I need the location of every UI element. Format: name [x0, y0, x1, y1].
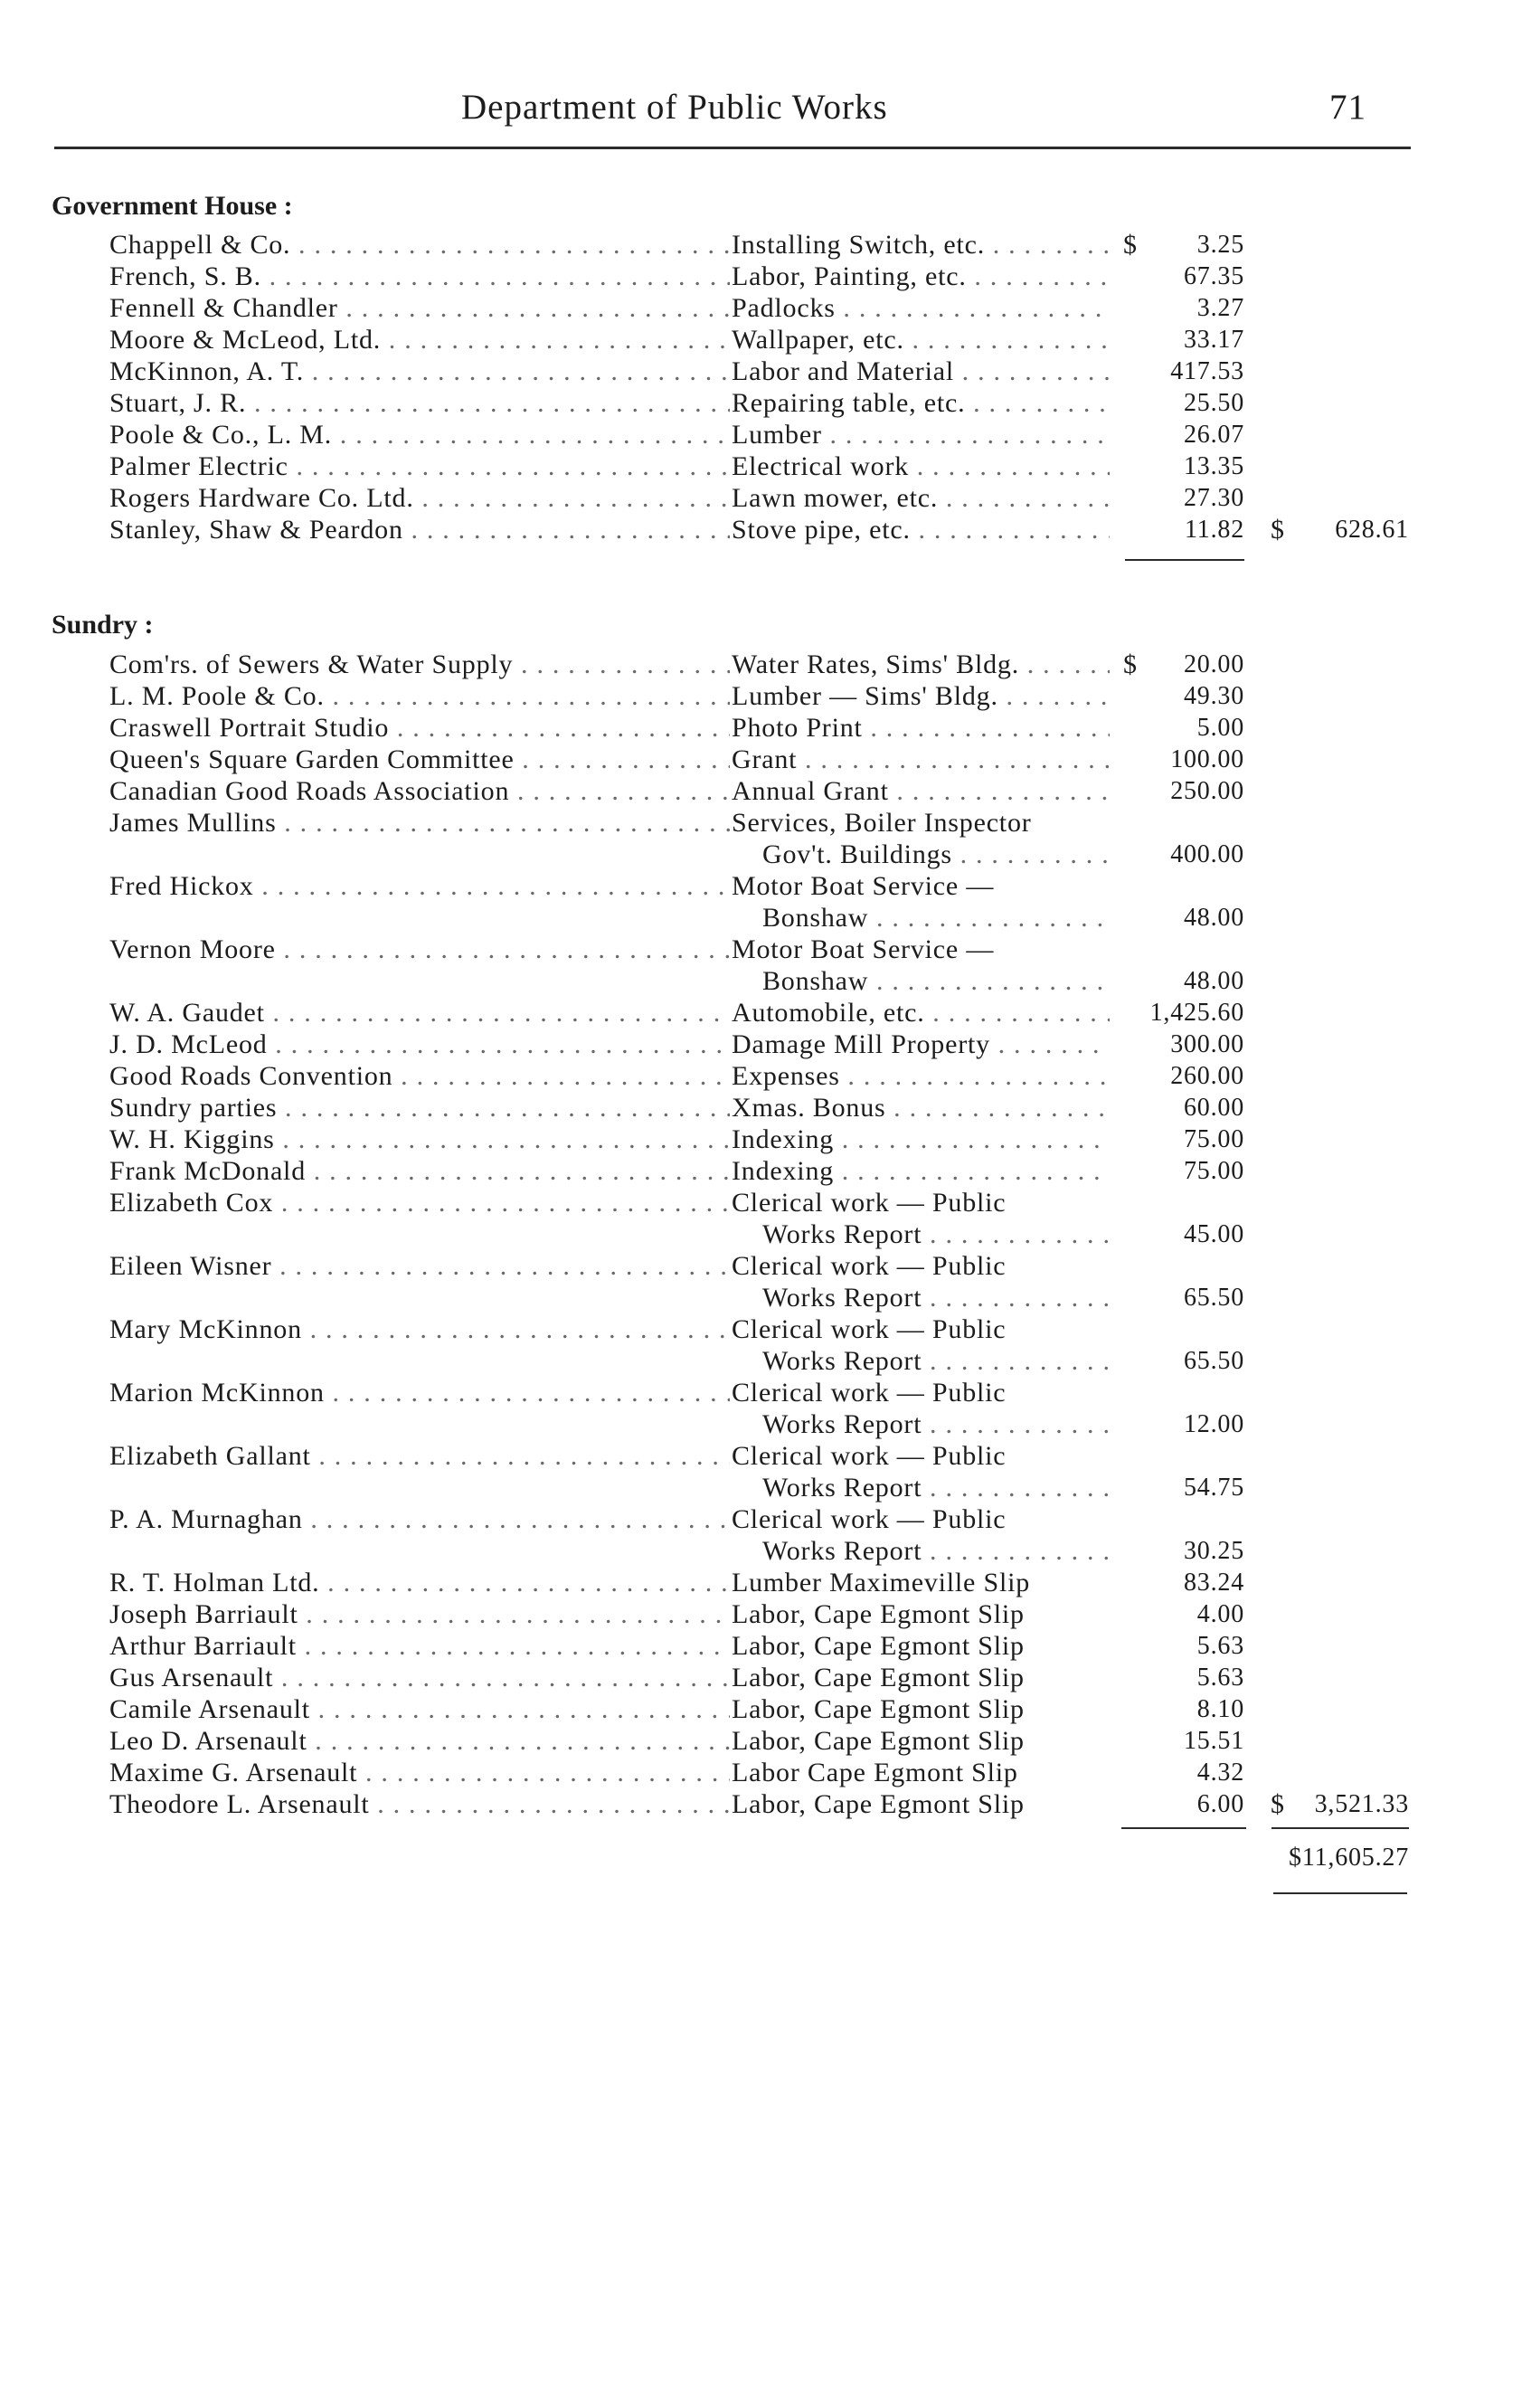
table-row	[0, 712, 1522, 744]
subtotal-rule	[1121, 1827, 1246, 1829]
amount: 100.00	[1170, 745, 1244, 773]
payee: Camile Arsenault . . .	[109, 1693, 730, 1725]
description: Labor, Cape Egmont Slip	[732, 1694, 1025, 1724]
description: Labor, Cape Egmont Slip	[732, 1726, 1025, 1756]
payee: James Mullins . . .	[109, 807, 730, 839]
payee: Gus Arsenault . . .	[109, 1662, 730, 1693]
amount: 45.00	[1184, 1220, 1244, 1248]
payee: Com'rs. of Sewers & Water Supply . . .	[109, 649, 730, 680]
amount: 3.25	[1196, 231, 1244, 259]
description-continued: Works Report . . .	[762, 1282, 1110, 1313]
currency-sign: $	[1123, 649, 1138, 679]
section-title-government-house: Government House :	[52, 191, 293, 221]
payee: Maxime G. Arsenault . . .	[109, 1757, 730, 1788]
description-continued: Works Report . . .	[762, 1218, 1110, 1250]
table-row	[0, 1630, 1522, 1662]
table-row	[0, 324, 1522, 356]
table-row	[0, 1250, 1522, 1313]
description: Clerical work — Public	[732, 1188, 1007, 1218]
payee: W. H. Kiggins . . .	[109, 1123, 730, 1155]
page-number: 71	[1329, 88, 1366, 127]
table-row	[0, 1377, 1522, 1440]
description: Motor Boat Service —	[732, 934, 995, 964]
table-row	[0, 1598, 1522, 1630]
description-continued: Gov't. Buildings . . .	[762, 839, 1110, 870]
description: Indexing . . .	[732, 1155, 1110, 1187]
payee: McKinnon, A. T. . . .	[109, 356, 730, 387]
payee: Stanley, Shaw & Peardon . . .	[109, 514, 730, 545]
description: Installing Switch, etc. . . .	[732, 229, 1110, 261]
description: Labor and Material . . .	[732, 356, 1110, 387]
payee: Leo D. Arsenault . . .	[109, 1725, 730, 1757]
description-continued: Works Report . . .	[762, 1535, 1110, 1567]
payee: Elizabeth Cox . . .	[109, 1187, 730, 1218]
amount: 83.24	[1184, 1569, 1244, 1597]
description: Services, Boiler Inspector	[732, 808, 1032, 838]
payee: Vernon Moore . . .	[109, 934, 730, 965]
table-row	[0, 807, 1522, 870]
table-row	[0, 1029, 1522, 1060]
amount: 54.75	[1184, 1474, 1244, 1502]
description: Water Rates, Sims' Bldg. . . .	[732, 649, 1110, 680]
section-title-sundry: Sundry :	[52, 610, 154, 640]
amount: 11.82	[1185, 516, 1244, 544]
amount: 48.00	[1184, 967, 1244, 995]
payee: Joseph Barriault . . .	[109, 1598, 730, 1630]
table-row	[0, 1060, 1522, 1092]
total-currency-sign: $	[1271, 1789, 1285, 1819]
description-continued: Works Report . . .	[762, 1408, 1110, 1440]
amount: 20.00	[1184, 650, 1244, 678]
table-row	[0, 229, 1522, 261]
description-continued: Works Report . . .	[762, 1472, 1110, 1503]
amount: 417.53	[1170, 357, 1244, 385]
amount: 4.32	[1196, 1759, 1244, 1787]
description: Wallpaper, etc. . . .	[732, 324, 1110, 356]
table-row	[0, 450, 1522, 482]
description: Clerical work — Public	[732, 1441, 1007, 1471]
description: Annual Grant . . .	[732, 775, 1110, 807]
payee: Elizabeth Gallant . . .	[109, 1440, 730, 1472]
table-row	[0, 1155, 1522, 1187]
description: Labor, Cape Egmont Slip	[732, 1663, 1025, 1692]
table-row	[0, 680, 1522, 712]
subtotal-rule	[1125, 559, 1244, 561]
description: Repairing table, etc. . . .	[732, 387, 1110, 419]
description: Padlocks . . .	[732, 292, 1110, 324]
amount: 250.00	[1170, 777, 1244, 805]
table-row	[0, 744, 1522, 775]
payee: P. A. Murnaghan . . .	[109, 1503, 730, 1535]
amount: 75.00	[1184, 1125, 1244, 1153]
amount: 60.00	[1184, 1094, 1244, 1122]
table-row	[0, 1440, 1522, 1503]
payee: Mary McKinnon . . .	[109, 1313, 730, 1345]
table-row	[0, 419, 1522, 450]
amount: 48.00	[1184, 904, 1244, 932]
section-total: 3,521.33	[1314, 1790, 1409, 1818]
table-row	[0, 1092, 1522, 1123]
amount: 67.35	[1184, 262, 1244, 290]
description-continued: Bonshaw . . .	[762, 965, 1110, 997]
payee: Marion McKinnon . . .	[109, 1377, 730, 1408]
table-row	[0, 482, 1522, 514]
payee: Chappell & Co. . . .	[109, 229, 730, 261]
total-currency-sign: $	[1271, 515, 1285, 545]
total-rule	[1271, 1827, 1409, 1829]
table-row	[0, 1503, 1522, 1567]
payee: Canadian Good Roads Association . . .	[109, 775, 730, 807]
description: Clerical work — Public	[732, 1378, 1007, 1408]
amount: 15.51	[1184, 1727, 1244, 1755]
amount: 5.00	[1196, 714, 1244, 742]
description: Damage Mill Property . . .	[732, 1029, 1110, 1060]
amount: 4.00	[1196, 1600, 1244, 1628]
description: Automobile, etc. . . .	[732, 997, 1110, 1029]
payee: Poole & Co., L. M. . . .	[109, 419, 730, 450]
amount: 65.50	[1184, 1347, 1244, 1375]
table-row	[0, 1123, 1522, 1155]
description: Expenses . . .	[732, 1060, 1110, 1092]
payee: J. D. McLeod . . .	[109, 1029, 730, 1060]
table-row	[0, 1693, 1522, 1725]
payee: Stuart, J. R. . . .	[109, 387, 730, 419]
payee: Arthur Barriault . . .	[109, 1630, 730, 1662]
table-row	[0, 292, 1522, 324]
payee: R. T. Holman Ltd. . . .	[109, 1567, 730, 1598]
amount: 5.63	[1196, 1664, 1244, 1692]
payee: Moore & McLeod, Ltd. . . .	[109, 324, 730, 356]
description: Motor Boat Service —	[732, 871, 995, 901]
payee: Fred Hickox . . .	[109, 870, 730, 902]
table-row	[0, 934, 1522, 997]
payee: Craswell Portrait Studio . . .	[109, 712, 730, 744]
description: Lumber . . .	[732, 419, 1110, 450]
table-row	[0, 1567, 1522, 1598]
description: Xmas. Bonus . . .	[732, 1092, 1110, 1123]
table-row	[0, 649, 1522, 680]
amount: 8.10	[1196, 1695, 1244, 1723]
amount: 6.00	[1196, 1790, 1244, 1818]
amount: 260.00	[1170, 1062, 1244, 1090]
description: Lumber — Sims' Bldg. . . .	[732, 680, 1110, 712]
amount: 26.07	[1184, 421, 1244, 449]
description: Labor Cape Egmont Slip	[732, 1758, 1018, 1787]
section-total: 628.61	[1335, 516, 1409, 544]
amount: 27.30	[1184, 484, 1244, 512]
amount: 65.50	[1184, 1284, 1244, 1312]
table-row	[0, 387, 1522, 419]
amount: 400.00	[1170, 840, 1244, 868]
description: Clerical work — Public	[732, 1504, 1007, 1534]
description: Grant . . .	[732, 744, 1110, 775]
payee: Eileen Wisner . . .	[109, 1250, 730, 1282]
amount: 5.63	[1196, 1632, 1244, 1660]
amount: 75.00	[1184, 1157, 1244, 1185]
payee: Frank McDonald . . .	[109, 1155, 730, 1187]
payee: Good Roads Convention . . .	[109, 1060, 730, 1092]
currency-sign: $	[1123, 230, 1138, 260]
amount: 30.25	[1184, 1537, 1244, 1565]
grand-total-rule	[1273, 1892, 1407, 1894]
table-row	[0, 1313, 1522, 1377]
amount: 49.30	[1184, 682, 1244, 710]
description: Lawn mower, etc. . . .	[732, 482, 1110, 514]
amount: 25.50	[1184, 389, 1244, 417]
description: Labor, Cape Egmont Slip	[732, 1599, 1025, 1629]
amount: 1,425.60	[1149, 999, 1244, 1027]
description: Indexing . . .	[732, 1123, 1110, 1155]
payee: Rogers Hardware Co. Ltd. . . .	[109, 482, 730, 514]
payee: Palmer Electric . . .	[109, 450, 730, 482]
description: Photo Print . . .	[732, 712, 1110, 744]
payee: French, S. B. . . .	[109, 261, 730, 292]
table-row	[0, 1788, 1522, 1820]
amount: 12.00	[1184, 1410, 1244, 1438]
table-row	[0, 514, 1522, 545]
description: Clerical work — Public	[732, 1314, 1007, 1344]
description: Electrical work . . .	[732, 450, 1110, 482]
table-row	[0, 870, 1522, 934]
table-row	[0, 356, 1522, 387]
payee: L. M. Poole & Co. . . .	[109, 680, 730, 712]
payee: Theodore L. Arsenault . . .	[109, 1788, 730, 1820]
description: Stove pipe, etc. . . .	[732, 514, 1110, 545]
table-row	[0, 1757, 1522, 1788]
header-rule	[54, 147, 1411, 149]
table-row	[0, 997, 1522, 1029]
description: Labor, Cape Egmont Slip	[732, 1631, 1025, 1661]
amount: 13.35	[1184, 452, 1244, 480]
running-head-title: Department of Public Works	[461, 88, 888, 127]
amount: 3.27	[1196, 294, 1244, 322]
grand-total: $11,605.27	[1289, 1844, 1409, 1872]
description-continued: Works Report . . .	[762, 1345, 1110, 1377]
table-row	[0, 1725, 1522, 1757]
payee: Queen's Square Garden Committee . . .	[109, 744, 730, 775]
description: Clerical work — Public	[732, 1251, 1007, 1281]
payee: W. A. Gaudet . . .	[109, 997, 730, 1029]
description-continued: Bonshaw . . .	[762, 902, 1110, 934]
table-row	[0, 775, 1522, 807]
description: Lumber Maximeville Slip	[732, 1568, 1031, 1597]
amount: 300.00	[1170, 1030, 1244, 1058]
table-row	[0, 261, 1522, 292]
table-row	[0, 1662, 1522, 1693]
description: Labor, Painting, etc. . . .	[732, 261, 1110, 292]
description: Labor, Cape Egmont Slip	[732, 1789, 1025, 1819]
payee: Sundry parties . . .	[109, 1092, 730, 1123]
payee: Fennell & Chandler . . .	[109, 292, 730, 324]
table-row	[0, 1187, 1522, 1250]
amount: 33.17	[1184, 326, 1244, 354]
